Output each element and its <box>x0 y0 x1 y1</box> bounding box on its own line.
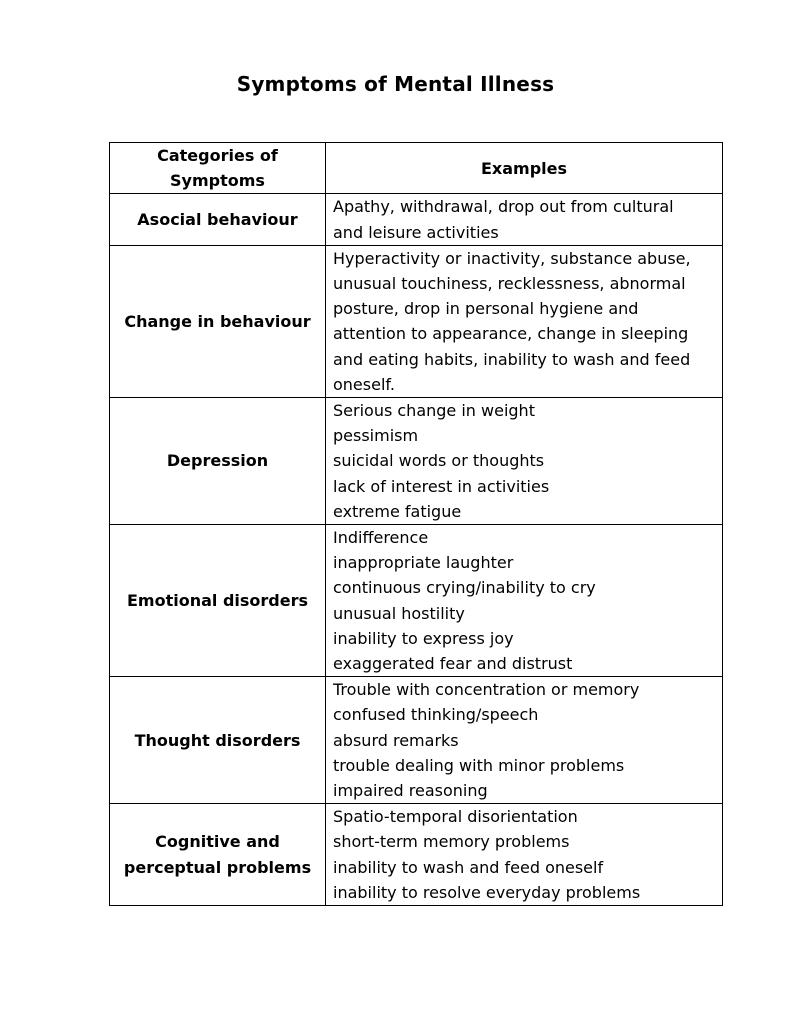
example-line: Hyperactivity or inactivity, substance abuse, <box>333 248 691 268</box>
example-line: suicidal words or thoughts <box>333 451 545 471</box>
example-line: exaggerated fear and distrust <box>333 654 573 674</box>
table-row <box>110 525 723 677</box>
example-line: confused thinking/speech <box>333 705 539 725</box>
example-line: Spatio-temporal disorientation <box>333 807 578 827</box>
example-line: inability to express joy <box>333 628 514 648</box>
example-line: inability to resolve everyday problems <box>333 882 641 902</box>
table-row <box>110 804 723 906</box>
category-cell: Cognitive and perceptual problems <box>110 804 326 906</box>
example-line: extreme fatigue <box>333 501 462 521</box>
table-header-row <box>110 143 723 194</box>
example-line: pessimism <box>333 426 419 446</box>
examples-cell <box>326 525 723 677</box>
column-header-categories-label: Categories of Symptoms <box>157 146 278 191</box>
example-line: inappropriate laughter <box>333 553 514 573</box>
example-line: trouble dealing with minor problems <box>333 755 625 775</box>
category-cell: Emotional disorders <box>110 525 326 677</box>
category-cell: Thought disorders <box>110 677 326 804</box>
example-line: and leisure activities <box>333 222 499 242</box>
category-cell: Asocial behaviour <box>110 194 326 245</box>
examples-cell <box>326 677 723 804</box>
example-line: unusual hostility <box>333 603 465 623</box>
table-body <box>110 194 723 906</box>
table-row <box>110 194 723 245</box>
column-header-categories <box>110 143 326 194</box>
example-line: unusual touchiness, recklessness, abnormal <box>333 274 686 294</box>
example-line: inability to wash and feed oneself <box>333 857 604 877</box>
table-row <box>110 245 723 397</box>
category-cell: Depression <box>110 398 326 525</box>
examples-cell <box>326 245 723 397</box>
example-line: posture, drop in personal hygiene and <box>333 299 639 319</box>
examples-cell <box>326 398 723 525</box>
examples-cell <box>326 804 723 906</box>
example-line: attention to appearance, change in sleeping <box>333 324 689 344</box>
example-line: short-term memory problems <box>333 832 570 852</box>
column-header-examples: Examples <box>326 143 723 194</box>
example-line: and eating habits, inability to wash and feed <box>333 349 691 369</box>
table-row <box>110 398 723 525</box>
examples-cell <box>326 194 723 245</box>
example-line: Serious change in weight <box>333 401 535 421</box>
example-line: oneself. <box>333 374 395 394</box>
example-line: Apathy, withdrawal, drop out from cultural <box>333 197 674 217</box>
symptoms-table <box>109 142 723 906</box>
example-line: Trouble with concentration or memory <box>333 680 640 700</box>
example-line: Indifference <box>333 528 429 548</box>
page-title: Symptoms of Mental Illness <box>236 72 555 96</box>
category-cell: Change in behaviour <box>110 245 326 397</box>
example-line: absurd remarks <box>333 730 459 750</box>
example-line: continuous crying/inability to cry <box>333 578 596 598</box>
example-line: lack of interest in activities <box>333 476 550 496</box>
example-line: impaired reasoning <box>333 781 488 801</box>
table-row <box>110 677 723 804</box>
